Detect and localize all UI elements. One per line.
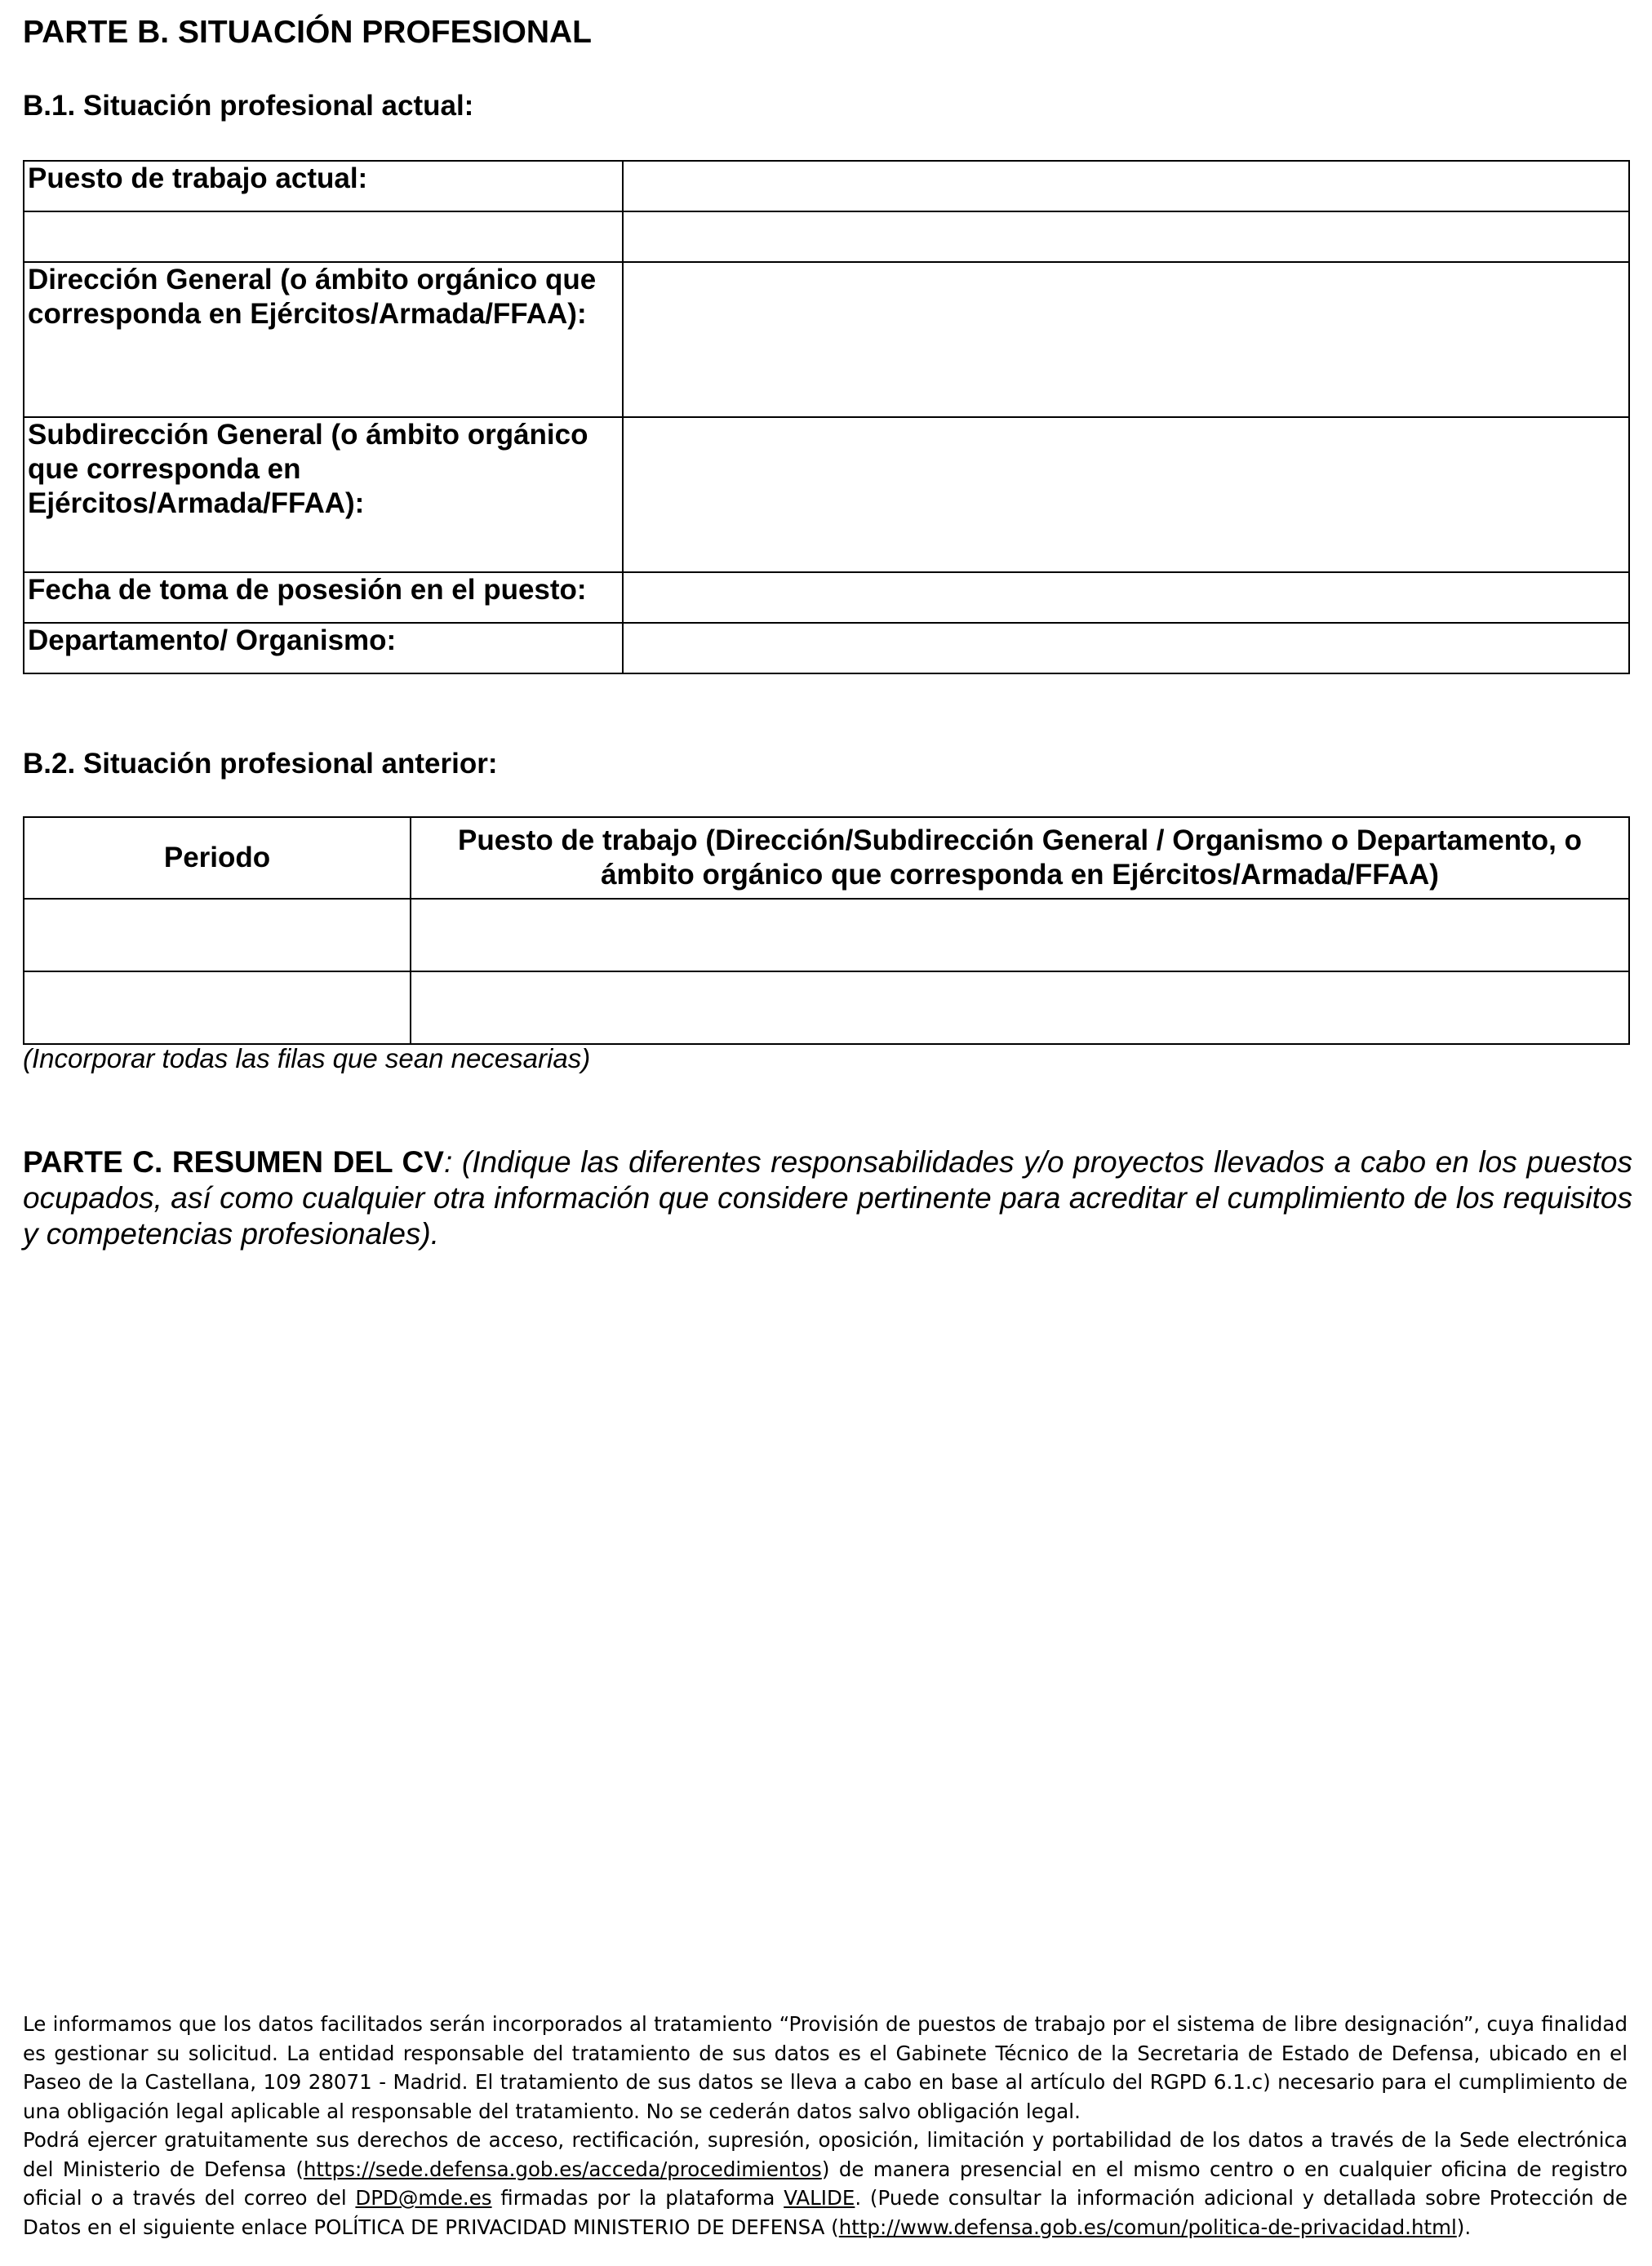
field-departamento-organismo[interactable]	[623, 623, 1629, 673]
label-subdireccion-general: Subdirección General (o ámbito orgánico que corresponda en Ejércitos/Armada/FFAA):	[24, 417, 623, 572]
b2-heading: B.2. Situación profesional anterior:	[23, 748, 498, 780]
link-dpd-email[interactable]: DPD@mde.es	[355, 2186, 492, 2210]
label-departamento-organismo: Departamento/ Organismo:	[24, 623, 623, 673]
privacy-text: ).	[1456, 2215, 1472, 2239]
privacy-paragraph-1: Le informamos que los datos facilitados serán incorporados al tratamiento “Provisión de puestos de trabajo por el sistema de libre designación”, cuya finalidad es gestionar su solicitud. La entidad responsable del tratamiento de sus datos es el Gabinete Técnico de la Secretaria de Estado de Defensa, ubicado en el Paseo de la Castellana, 109 28071 - Madrid. El tratamiento de sus datos se lleva a cabo en base al artículo del RGPD 6.1.c) necesario para el cumplimiento de una obligación legal aplicable al responsable del tratamiento. No se cederán datos salvo obligación legal.	[23, 2012, 1628, 2123]
part-c-instructions: : (Indique las diferentes responsabilidades y/o proyectos llevados a cabo en los puestos ocupados, así como cualquier otra información que considere pertinente para acreditar el cumplimiento de los requisitos y competencias profesionales).	[23, 1145, 1632, 1251]
label-direccion-general: Dirección General (o ámbito orgánico que corresponda en Ejércitos/Armada/FFAA):	[24, 262, 623, 417]
part-c-section	[23, 1144, 1632, 1252]
column-header-period: Periodo	[24, 817, 411, 899]
privacy-paragraph-2	[23, 2126, 1628, 2242]
table-header-row	[24, 817, 1629, 899]
privacy-text: firmadas por la plataforma	[491, 2186, 784, 2210]
table-row	[24, 262, 1629, 417]
field-post[interactable]	[411, 971, 1629, 1044]
add-rows-note: (Incorporar todas las filas que sean necesarias)	[23, 1043, 591, 1073]
field-period[interactable]	[24, 971, 411, 1044]
field-empty[interactable]	[623, 211, 1629, 262]
privacy-text: Podrá ejercer gratuitamente sus derechos de acceso, rectificación, supresión, oposición, limitación y portabilidad de los datos a través de la Sede electrónica del Ministerio de Defensa (	[23, 2128, 1628, 2181]
table-row	[24, 417, 1629, 572]
column-header-post: Puesto de trabajo (Dirección/Subdirección General / Organismo o Departamento, o ámbito orgánico que corresponda en Ejércitos/Armada/FFAA)	[411, 817, 1629, 899]
table-row	[24, 161, 1629, 211]
table-row	[24, 899, 1629, 971]
table-row	[24, 572, 1629, 623]
part-b-title: PARTE B. SITUACIÓN PROFESIONAL	[23, 15, 592, 50]
label-current-post: Puesto de trabajo actual:	[24, 161, 623, 211]
table-row	[24, 623, 1629, 673]
field-post[interactable]	[411, 899, 1629, 971]
table-row	[24, 971, 1629, 1044]
link-privacy-policy[interactable]: http://www.defensa.gob.es/comun/politica-de-privacidad.html	[838, 2215, 1457, 2239]
field-period[interactable]	[24, 899, 411, 971]
previous-position-table	[23, 816, 1630, 1045]
link-sede-electronica[interactable]: https://sede.defensa.gob.es/acceda/procedimientos	[303, 2157, 822, 2181]
privacy-text: ) de manera presencial en el mismo centro o en cualquier oficina de registro oficial o a través del correo del	[23, 2157, 1628, 2210]
b1-heading: B.1. Situación profesional actual:	[23, 90, 474, 122]
field-fecha-toma-posesion[interactable]	[623, 572, 1629, 623]
field-direccion-general[interactable]	[623, 262, 1629, 417]
field-subdireccion-general[interactable]	[623, 417, 1629, 572]
field-current-post[interactable]	[623, 161, 1629, 211]
privacy-text: . (Puede consultar la información adicional y detallada sobre Protección de Datos en el siguiente enlace POLÍTICA DE PRIVACIDAD MINISTERIO DE DEFENSA (	[23, 2186, 1628, 2239]
table-row	[24, 211, 1629, 262]
part-c-title: PARTE C. RESUMEN DEL CV	[23, 1145, 444, 1179]
label-fecha-toma-posesion: Fecha de toma de posesión en el puesto:	[24, 572, 623, 623]
privacy-footer	[23, 2010, 1628, 2242]
label-empty	[24, 211, 623, 262]
current-position-table	[23, 160, 1630, 674]
link-valide[interactable]: VALIDE	[784, 2186, 855, 2210]
